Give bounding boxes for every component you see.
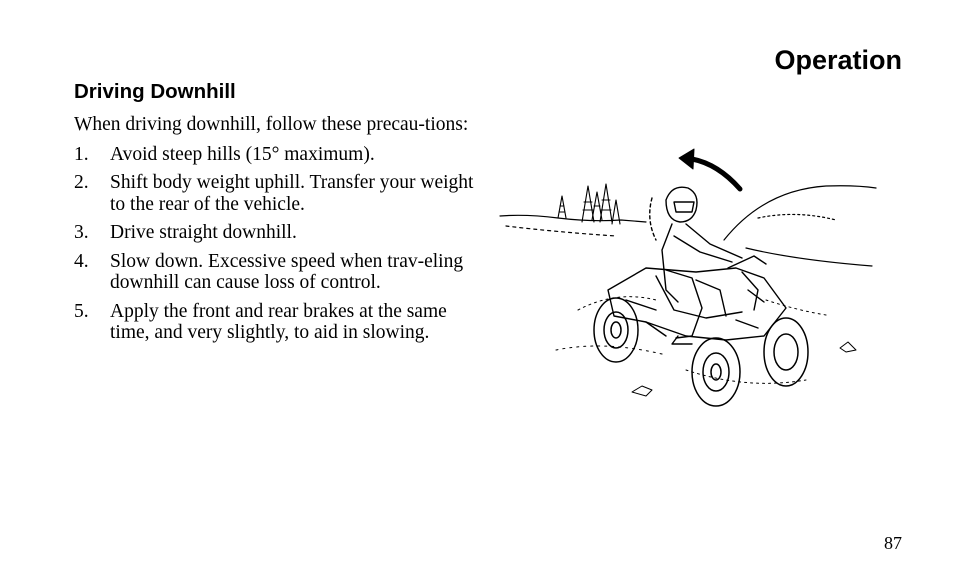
step-number: 2. [74,172,89,193]
step-number: 3. [74,222,89,243]
ground-texture [556,297,856,396]
step-number: 1. [74,143,89,165]
page-number: 87 [884,533,902,553]
step-text: Shift body weight uphill. Transfer your weight to the rear of the vehicle. [110,172,474,215]
step-text: Slow down. Excessive speed when trav-eling downhill can cause loss of control. [110,250,464,293]
list-item [74,144,484,166]
tree-icons [558,184,620,224]
list-item [74,222,484,244]
list-item [74,301,484,344]
list-item [74,172,484,215]
atv-downhill-illustration [496,140,886,415]
chapter-title: Operation [774,45,902,75]
intro-paragraph: When driving downhill, follow these precau-tions: [74,114,469,135]
section-heading: Driving Downhill [74,80,236,103]
rider [650,187,742,344]
body-text [74,114,484,351]
step-text: Avoid steep hills (15° maximum). [110,143,375,165]
list-item [74,251,484,294]
step-number: 5. [74,300,89,322]
steps-list [74,144,484,344]
atv-rear-wheel [594,298,638,362]
step-number: 4. [74,250,89,272]
atv-body [608,256,786,340]
step-text: Apply the front and rear brakes at the same time, and very slightly, to aid in slowing. [110,300,447,343]
curved-arrow-icon [679,149,740,189]
atv-front-wheel [692,318,808,406]
step-text: Drive straight downhill. [110,222,297,243]
